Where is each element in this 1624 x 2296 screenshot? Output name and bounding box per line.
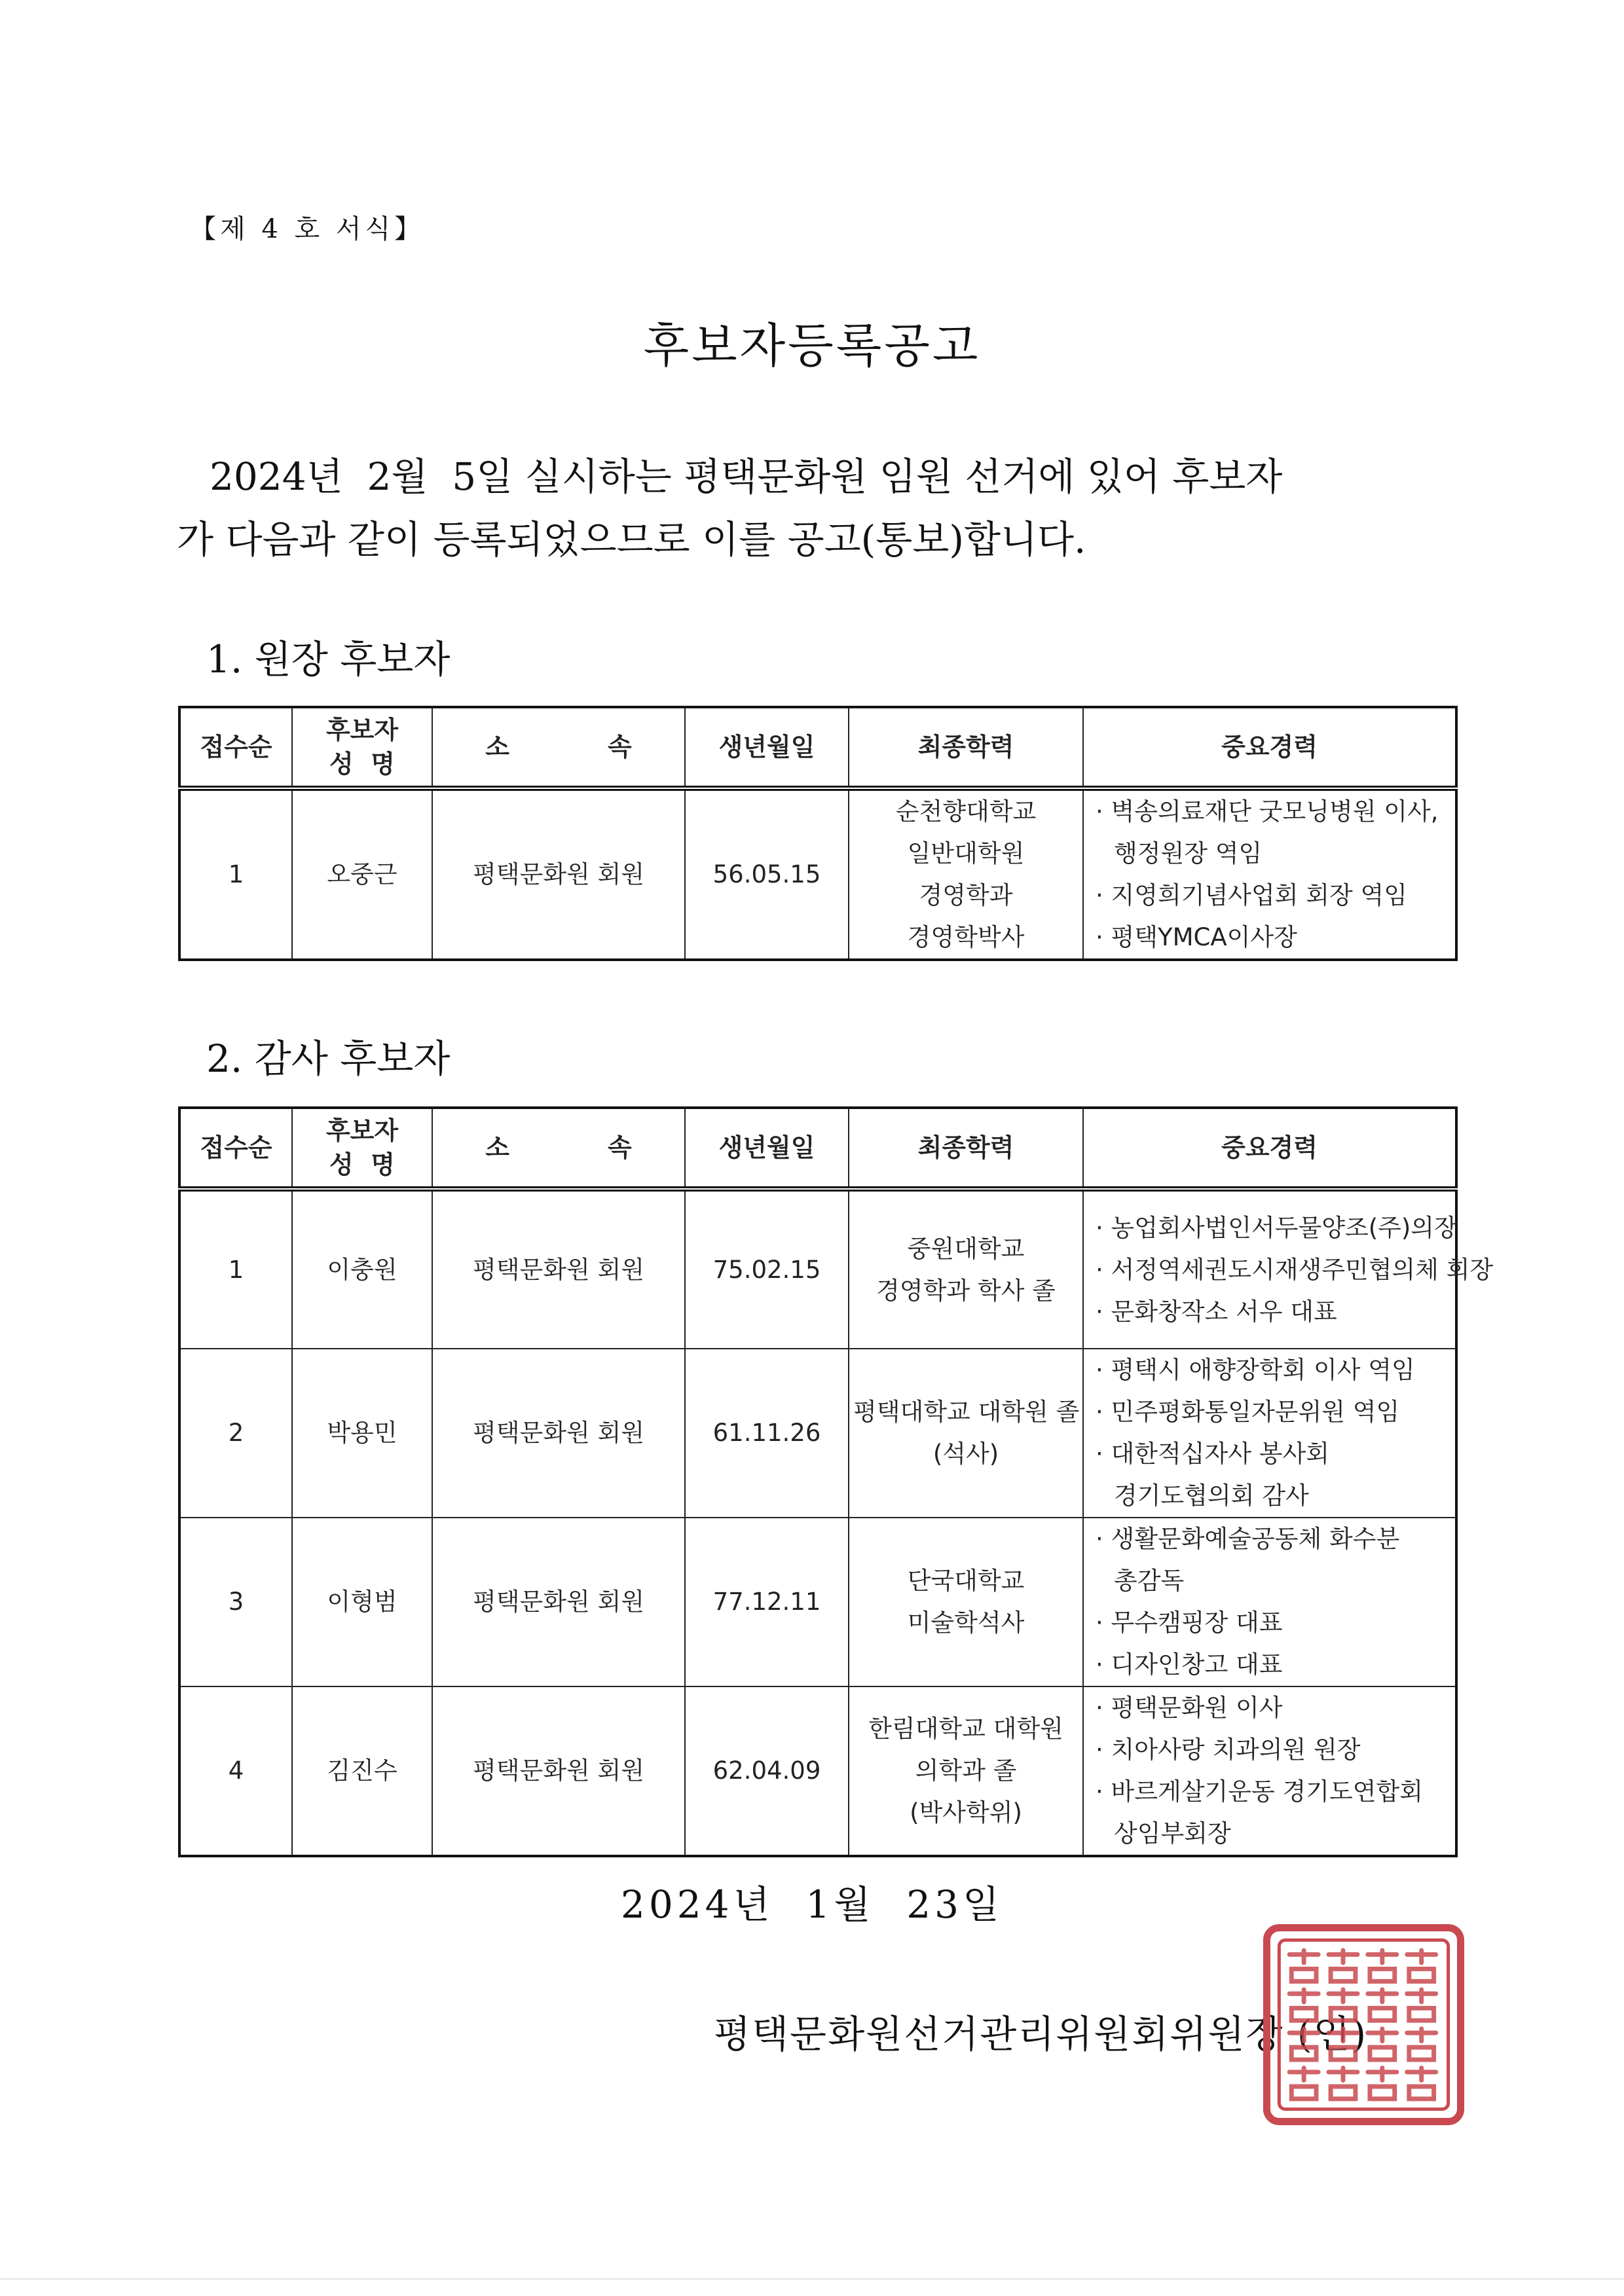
education-line: 경영학과 [919,881,1013,909]
committee-signature: 평택문화원선거관리위원회위원장 (인) [714,2012,1368,2056]
seal-glyph [1289,1950,1318,1981]
seal-glyph [1329,2068,1357,2099]
seal-glyph [1329,1950,1357,1981]
cell-career [1083,788,1456,960]
scan-edge-line [0,2278,1624,2280]
seal-glyph [1329,2029,1357,2060]
section-heading-director: 1. 원장 후보자 [206,637,451,682]
career-line: · 민주평화통일자문위원 역임 [1096,1391,1451,1433]
cell-education [849,1349,1083,1518]
cell-education [849,788,1083,960]
header-seq: 접수순 [179,1108,292,1189]
cell-education [849,1518,1083,1686]
cell-career [1083,1349,1456,1518]
seal-glyph [1289,1990,1318,2020]
career-line: 상임부회장 [1114,1819,1231,1848]
cell-career [1083,1518,1456,1686]
seal-glyph [1407,2068,1436,2099]
cell-name: 박용민 [292,1349,432,1518]
career-line: · 지영희기념사업회 회장 역임 [1096,875,1451,917]
career-line: · 무수캠핑장 대표 [1096,1602,1451,1644]
cell-affiliation: 평택문화원 회원 [432,1518,685,1686]
career-line: · 평택시 애향장학회 이사 역임 [1096,1349,1451,1391]
career-line: · 벽송의료재단 굿모닝병원 이사, [1096,791,1451,833]
header-name: 후보자 성 명 [292,1108,432,1189]
header-birthdate: 생년월일 [685,1108,849,1189]
career-line: · 평택문화원 이사 [1096,1687,1451,1729]
career-line: · 평택YMCA이사장 [1096,917,1451,958]
header-seq: 접수순 [179,707,292,788]
education-line: (석사) [932,1440,999,1468]
cell-seq: 2 [179,1349,292,1518]
career-line: · 생활문화예술공동체 화수분 [1096,1518,1451,1560]
seal-glyph [1289,2029,1318,2060]
intro-text-line-2: 가 다음과 같이 등록되었으므로 이를 공고(통보)합니다. [177,517,1086,562]
education-line: 한림대학교 대학원 [868,1715,1063,1743]
seal-glyph [1407,2029,1436,2060]
cell-career [1083,1686,1456,1856]
education-line: 중원대학교 [907,1234,1025,1263]
seal-glyph [1368,1950,1397,1981]
header-education: 최종학력 [849,707,1083,788]
header-affiliation: 소 속 [432,1108,685,1189]
table-header-row [179,1108,1456,1189]
cell-birthdate: 75.02.15 [685,1189,849,1349]
official-seal-icon [1261,1922,1467,2128]
career-line: 총감독 [1114,1567,1185,1595]
education-line: 경영학박사 [907,923,1025,951]
education-line: 단국대학교 [907,1567,1025,1595]
education-line: (박사학위) [910,1798,1022,1827]
cell-birthdate: 62.04.09 [685,1686,849,1856]
education-line: 경영학과 학사 졸 [876,1276,1056,1305]
cell-name: 이형범 [292,1518,432,1686]
document-title: 후보자등록공고 [643,318,981,373]
cell-affiliation: 평택문화원 회원 [432,788,685,960]
table-header-row [179,707,1456,788]
education-line: 평택대학교 대학원 졸 [853,1398,1080,1426]
career-line: · 대한적십자사 봉사회 [1096,1433,1451,1475]
seal-glyph [1329,1990,1357,2020]
education-line: 순천향대학교 [895,797,1037,826]
career-line: · 서정역세권도시재생주민협의체 회장 [1096,1249,1451,1291]
career-line: · 디자인창고 대표 [1096,1644,1451,1686]
seal-glyph [1407,1990,1436,2020]
table-row [179,788,1456,960]
section-heading-auditor: 2. 감사 후보자 [206,1036,451,1081]
seal-glyph [1368,1990,1397,2020]
education-line: 일반대학원 [907,839,1025,867]
seal-glyph [1289,2068,1318,2099]
table-row [179,1189,1456,1349]
cell-education [849,1686,1083,1856]
table-row [179,1518,1456,1686]
cell-seq: 4 [179,1686,292,1856]
cell-name: 오중근 [292,788,432,960]
seal-glyph [1407,1950,1436,1981]
header-name: 후보자 성 명 [292,707,432,788]
cell-name: 김진수 [292,1686,432,1856]
career-line: · 치아사랑 치과의원 원장 [1096,1729,1451,1771]
cell-affiliation: 평택문화원 회원 [432,1349,685,1518]
cell-career [1083,1189,1494,1349]
cell-birthdate: 77.12.11 [685,1518,849,1686]
seal-glyph [1368,2068,1397,2099]
header-affiliation: 소 속 [432,707,685,788]
cell-education [849,1189,1083,1349]
cell-name: 이충원 [292,1189,432,1349]
auditor-candidate-table [178,1106,1494,1857]
education-line: 의학과 졸 [915,1757,1017,1785]
cell-seq: 1 [179,1189,292,1349]
career-line: 행정원장 역임 [1114,839,1263,867]
header-career: 중요경력 [1083,1108,1456,1189]
education-line: 미술학석사 [907,1609,1025,1637]
table-row [179,1349,1456,1518]
intro-text-line-1: 2024년 2월 5일 실시하는 평택문화원 임원 선거에 있어 후보자 [210,454,1283,499]
cell-seq: 3 [179,1518,292,1686]
cell-birthdate: 61.11.26 [685,1349,849,1518]
header-birthdate: 생년월일 [685,707,849,788]
career-line: · 바르게살기운동 경기도연합회 [1096,1771,1451,1813]
cell-birthdate: 56.05.15 [685,788,849,960]
form-number-label: 【제 4 호 서식】 [190,214,425,244]
cell-seq: 1 [179,788,292,960]
notice-date: 2024년 1월 23일 [620,1882,1004,1927]
career-line: · 농업회사법인서두물양조(주)의장 [1096,1207,1451,1249]
director-candidate-table [178,706,1458,961]
career-line: · 문화창작소 서우 대표 [1096,1291,1451,1333]
cell-affiliation: 평택문화원 회원 [432,1189,685,1349]
seal-glyph [1368,2029,1397,2060]
career-line: 경기도협의회 감사 [1114,1482,1309,1510]
header-education: 최종학력 [849,1108,1083,1189]
table-row [179,1686,1456,1856]
cell-affiliation: 평택문화원 회원 [432,1686,685,1856]
header-career: 중요경력 [1083,707,1456,788]
